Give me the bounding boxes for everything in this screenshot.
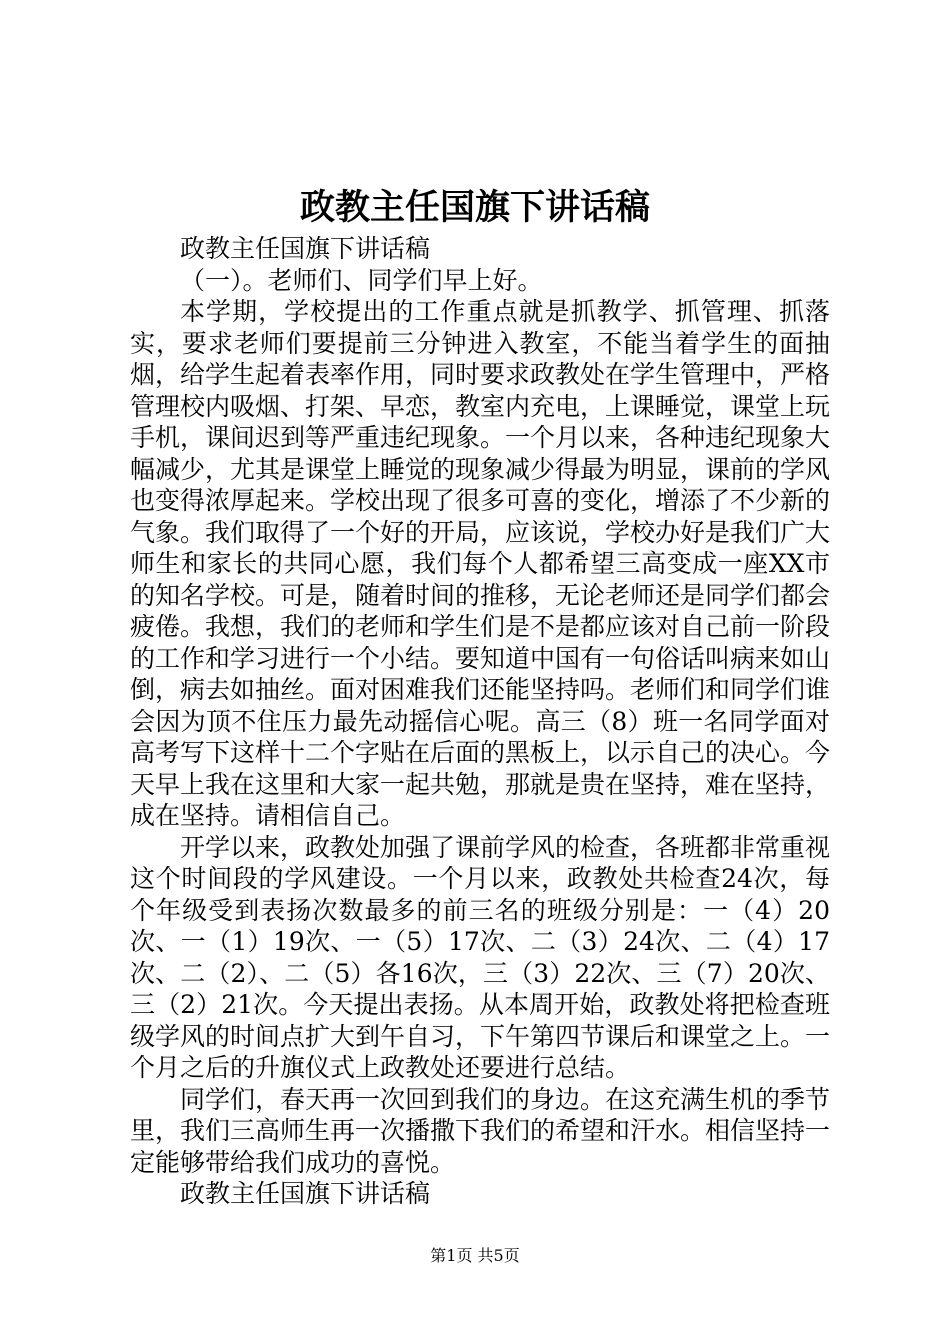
body-paragraph: 同学们，春天再一次回到我们的身边。在这充满生机的季节里，我们三高师生再一次播撒下我们的希望和汗水。相信坚持一定能够带给我们成功的喜悦。 <box>130 1084 831 1177</box>
greeting-paragraph: （一）。老师们、同学们早上好。 <box>180 265 543 295</box>
subtitle-line: 政教主任国旗下讲话稿 <box>180 234 431 263</box>
document-title: 政教主任国旗下讲话稿 <box>299 187 650 228</box>
page-number-footer: 第1页 共5页 <box>430 1246 520 1265</box>
body-paragraph: 开学以来，政教处加强了课前学风的检查，各班都非常重视这个时间段的学风建设。一个月以来，政教处共检查24次，每个年级受到表扬次数最多的前三名的班级分别是：一（4）20次、一（1）19次、一（5）17次、二（3）24次、二（4）17次、二（2）、二（5）各16次，三（3）22次、三（7）20次、三（2）21次。今天提出表扬。从本周开始，政教处将把检查班级学风的时间点扩大到午自习，下午第四节课后和课堂之上。一个月之后的升旗仪式上政教处还要进行总结。 <box>130 832 831 1082</box>
body-paragraph: 本学期，学校提出的工作重点就是抓教学、抓管理、抓落实，要求老师们要提前三分钟进入教室，不能当着学生的面抽烟，给学生起着表率作用，同时要求政教处在学生管理中，严格管理校内吸烟、打架、早恋，教室内充电，上课睡觉，课堂上玩手机，课间迟到等严重违纪现象。一个月以来，各种违纪现象大幅减少，尤其是课堂上睡觉的现象减少得最为明显，课前的学风也变得浓厚起来。学校出现了很多可喜的变化，增添了不少新的气象。我们取得了一个好的开局，应该说，学校办好是我们广大师生和家长的共同心愿，我们每个人都希望三高变成一座XX市的知名学校。可是，随着时间的推移，无论老师还是同学们都会疲倦。我想，我们的老师和学生们是不是都应该对自己前一阶段的工作和学习进行一个小结。要知道中国有一句俗话叫病来如山倒，病去如抽丝。面对困难我们还能坚持吗。老师们和同学们谁会因为顶不住压力最先动摇信心呢。高三（8）班一名同学面对高考写下这样十二个字贴在后面的黑板上，以示自己的决心。今天早上我在这里和大家一起共勉，那就是贵在坚持，难在坚持，成在坚持。请相信自己。 <box>130 297 831 830</box>
document-body <box>130 233 830 1210</box>
closing-title-line: 政教主任国旗下讲话稿 <box>180 1179 431 1208</box>
